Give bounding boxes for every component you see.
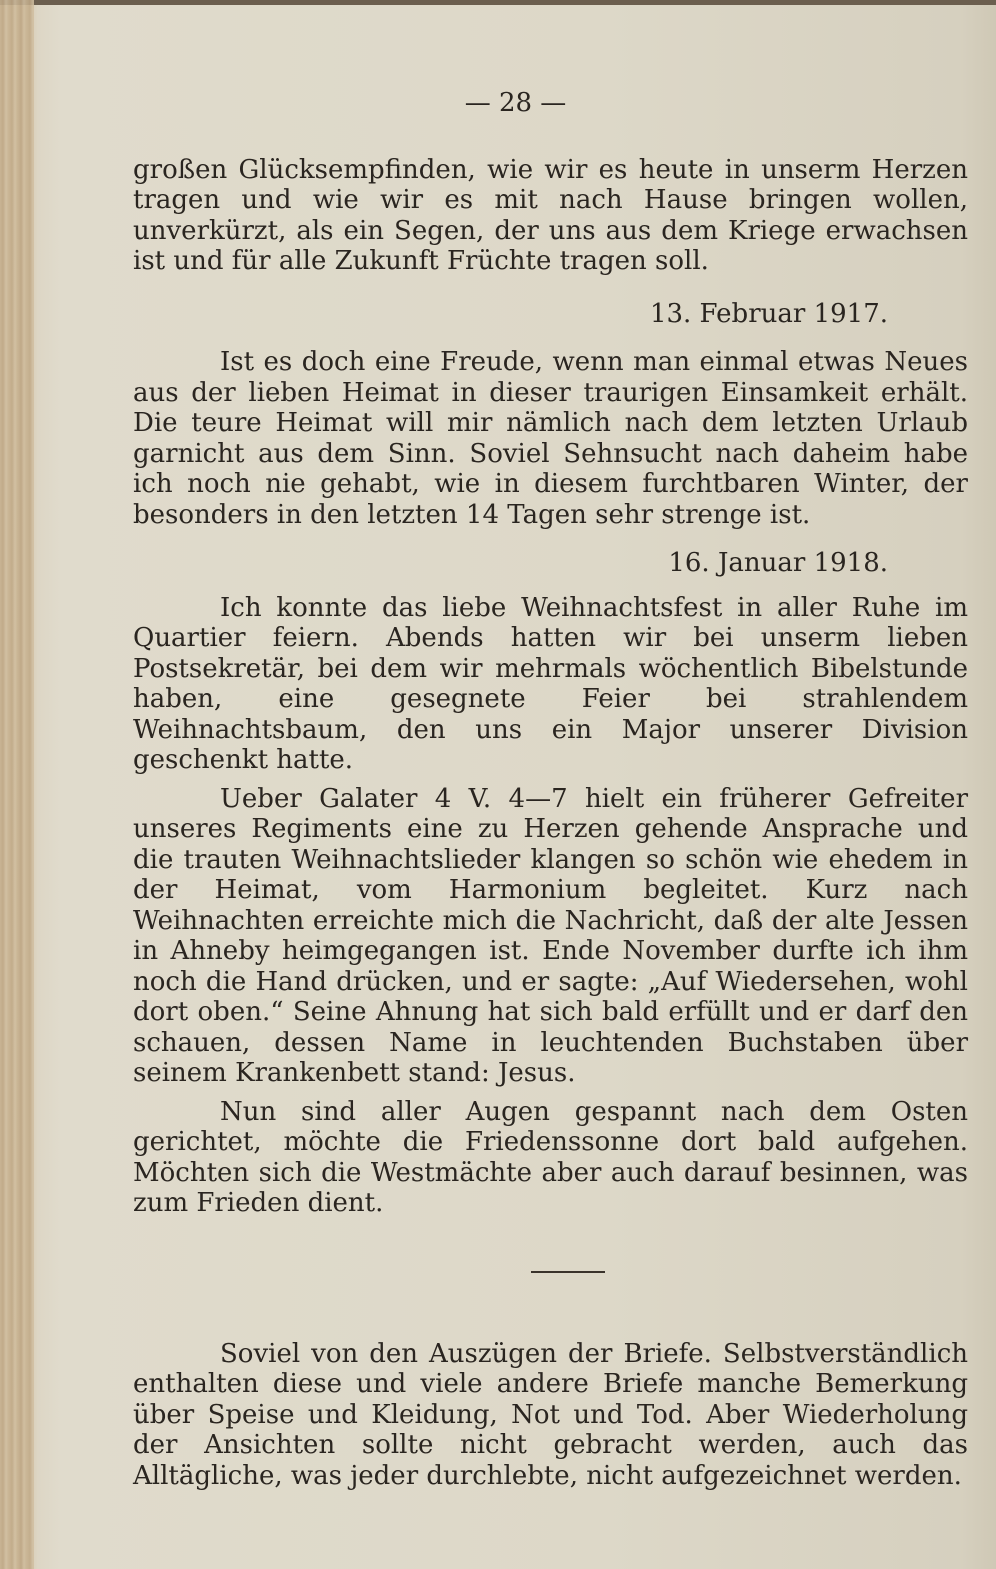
- letter-date-1918: 16. Januar 1918.: [668, 548, 888, 578]
- paragraph-closing: Soviel von den Auszügen der Briefe. Selbstverständlich enthalten diese und viele andere Briefe manche Bemerkung über Speise und Kleidung, Not und Tod. Aber Wiederholung der Ansichten sollte nicht gebracht werden, auch das Alltägliche, was jeder durchlebte, nicht aufgezeichnet werden.: [133, 1338, 968, 1491]
- letter-date-1917: 13. Februar 1917.: [649, 298, 888, 329]
- paragraph-galater: Ueber Galater 4 V. 4—7 hielt ein früherer Gefreiter unseres Regiments eine zu Herzen gehende Ansprache und die trauten Weihnachtslieder klangen so schön wie ehedem in der Heimat, vom Harmonium begleitet. Kurz nach Weihnachten erreichte mich die Nachricht, daß der alte Jessen in Ahneby heimgegangen ist. Ende November durfte ich ihm noch die Hand drücken, und er sagte: „Auf Wiedersehen, wohl dort oben.“ Seine Ahnung hat sich bald erfüllt und er darf den schauen, dessen Name in leuchtenden Buchstaben über seinem Krankenbett stand: Jesus.: [133, 783, 968, 1088]
- page-binding-edge: [0, 0, 34, 1569]
- paragraph-continuation: großen Glücksempfinden, wie wir es heute in unserm Herzen tragen und wie wir es mit nach Hause bringen wollen, unverkürzt, als ein Segen, der uns aus dem Kriege erwachsen ist und für alle Zukunft Früchte tragen soll.: [133, 154, 968, 276]
- paragraph-peace: Nun sind aller Augen gespannt nach dem Osten gerichtet, möchte die Friedenssonne dort bald aufgehen. Möchten sich die Westmächte aber auch darauf besinnen, was zum Frieden dient.: [133, 1096, 968, 1218]
- section-divider-rule: [531, 1271, 605, 1273]
- paragraph-letter-1917: Ist es doch eine Freude, wenn man einmal etwas Neues aus der lieben Heimat in dieser traurigen Einsamkeit erhält. Die teure Heimat will mir nämlich nach dem letzten Urlaub garnicht aus dem Sinn. Soviel Sehnsucht nach daheim habe ich noch nie gehabt, wie in diesem furchtbaren Winter, der besonders in den letzten 14 Tagen sehr strenge ist.: [133, 347, 968, 530]
- paragraph-christmas: Ich konnte das liebe Weihnachtsfest in aller Ruhe im Quartier feiern. Abends hatten wir bei unserm lieben Postsekretär, bei dem wir mehrmals wöchentlich Bibelstunde haben, eine gesegnete Feier bei strahlendem Weihnachtsbaum, den uns ein Major unserer Division geschenkt hatte.: [133, 592, 968, 775]
- page-number: — 28 —: [464, 88, 567, 118]
- page-top-edge: [0, 0, 996, 5]
- page-content: [133, 88, 968, 1491]
